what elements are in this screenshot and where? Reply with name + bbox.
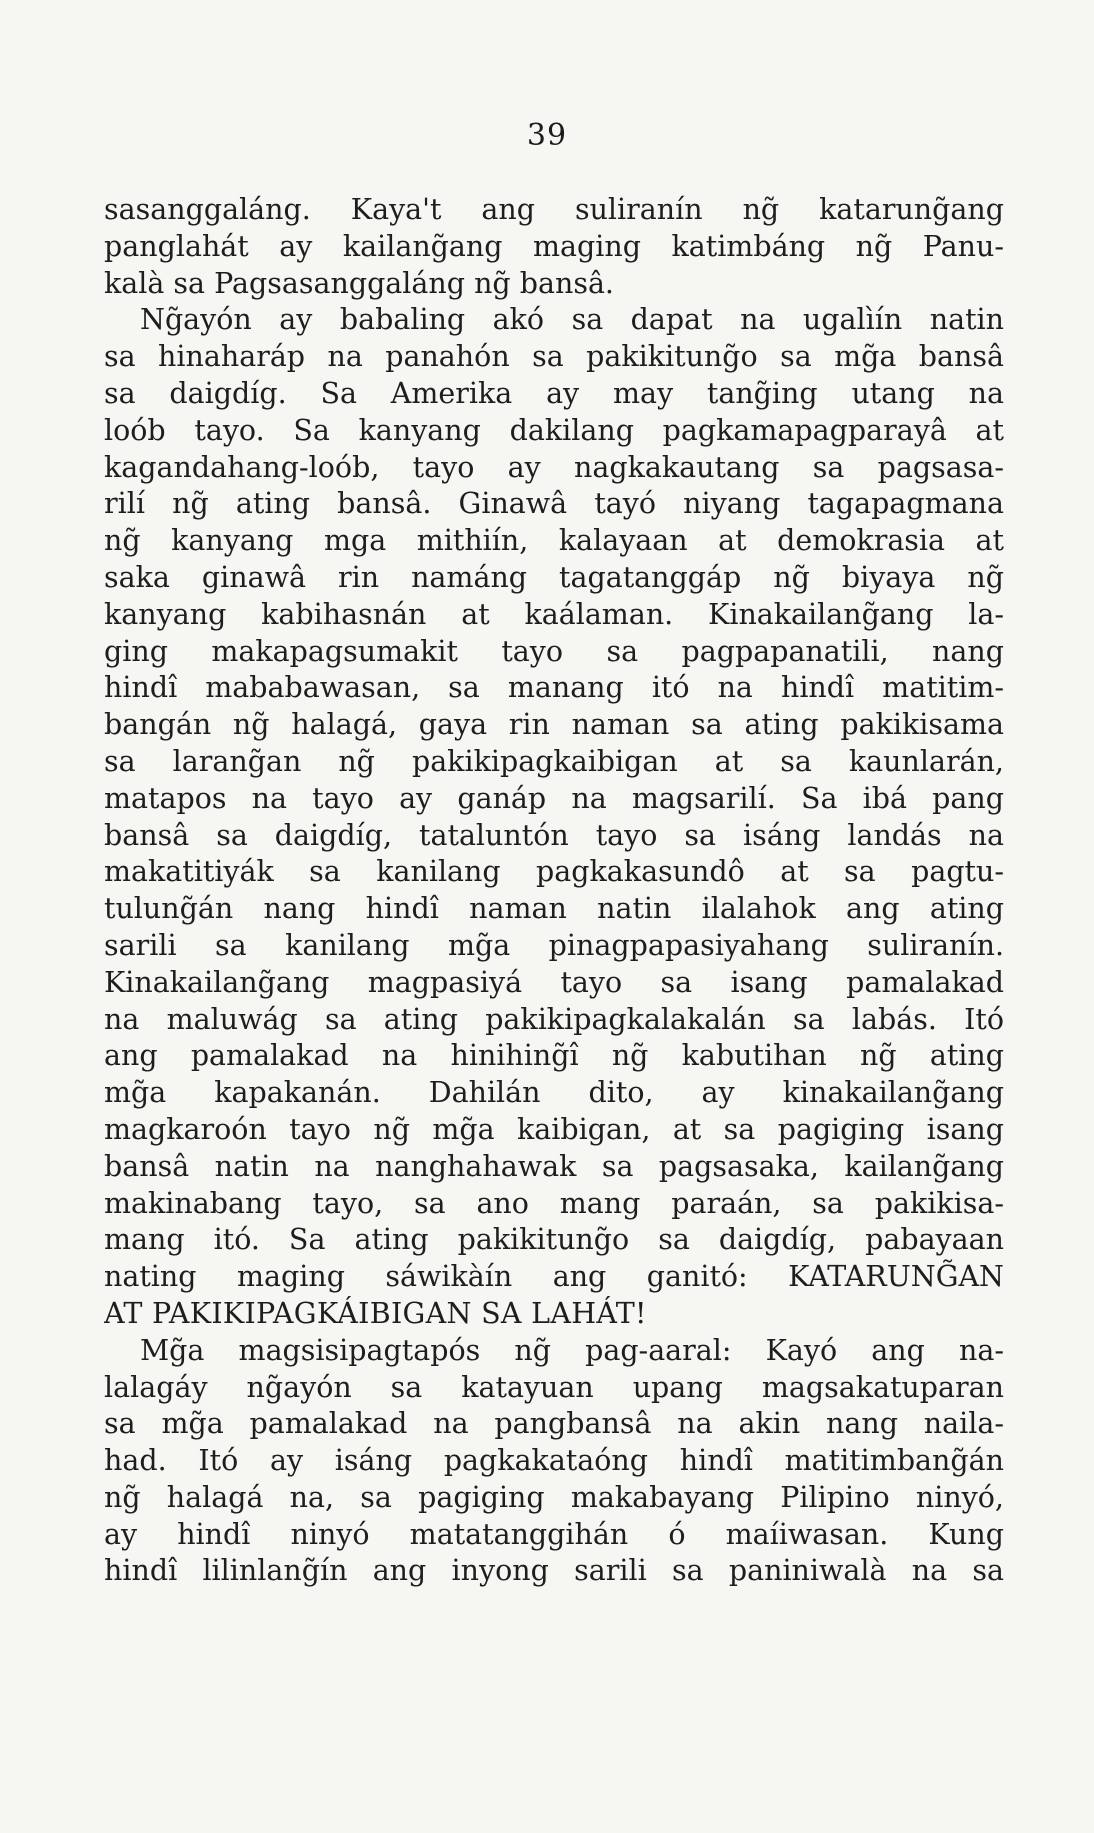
text-line: ang pamalakad na hinihing̃î ng̃ kabutihan ng̃ ating [104, 1039, 1004, 1073]
text-line: lalagáy ng̃ayón sa katayuan upang magsakatuparan [104, 1370, 1004, 1404]
body-text [104, 192, 1004, 1590]
text-line: sa daigdíg. Sa Amerika ay may tang̃ing utang na [104, 376, 1004, 410]
text-line: Ng̃ayón ay babaling akó sa dapat na ugalìín natin [140, 303, 1004, 337]
text-line: ng̃ halagá na, sa pagiging makabayang Pilipino ninyó, [104, 1480, 1004, 1514]
text-line: sa larang̃an ng̃ pakikipagkaibigan at sa kaunlarán, [104, 744, 1004, 778]
page-number: 39 [526, 118, 568, 153]
text-line: Kinakailang̃ang magpasiyá tayo sa isang pamalakad [104, 965, 1004, 999]
text-line: bansâ sa daigdíg, tataluntón tayo sa isáng landás na [104, 818, 1004, 852]
text-line: panglahát ay kailang̃ang maging katimbáng ng̃ Panu- [104, 229, 1004, 263]
text-line: bansâ natin na nanghahawak sa pagsasaka, kailang̃ang [104, 1149, 1004, 1183]
text-line: ng̃ kanyang mga mithiín, kalayaan at demokrasia at [104, 524, 1004, 558]
text-line: kanyang kabihasnán at kaálaman. Kinakailang̃ang la- [104, 597, 1004, 631]
text-line: nating maging sáwikàín ang ganitó: KATARUNG̃AN [104, 1260, 1004, 1294]
text-line: sasanggaláng. Kaya't ang suliranín ng̃ katarung̃ang [104, 193, 1004, 226]
text-line: bangán ng̃ halagá, gaya rin naman sa ating pakikisama [104, 708, 1004, 742]
text-line: makatitiyák sa kanilang pagkakasundô at sa pagtu- [104, 855, 1004, 889]
text-line: mg̃a kapakanán. Dahilán dito, ay kinakailang̃ang [104, 1076, 1004, 1110]
text-line: tulung̃án nang hindî naman natin ilalahok ang ating [104, 892, 1004, 926]
text-line: sa hinaharáp na panahón sa pakikitung̃o sa mg̃a bansâ [104, 340, 1004, 374]
text-line: mang itó. Sa ating pakikitung̃o sa daigdíg, pabayaan [104, 1223, 1004, 1257]
text-line: makinabang tayo, sa ano mang paraán, sa pakikisa- [104, 1186, 1004, 1220]
text-line: hindî mababawasan, sa manang itó na hindî matitim- [104, 671, 1004, 705]
text-line: rilí ng̃ ating bansâ. Ginawâ tayó niyang tagapagmana [104, 487, 1004, 521]
text-line: magkaroón tayo ng̃ mg̃a kaibigan, at sa pagiging isang [104, 1112, 1004, 1146]
text-line: hindî lilinlang̃ín ang inyong sarili sa paniniwalà na sa [104, 1554, 1004, 1588]
text-line: kalà sa Pagsasanggaláng ng̃ bansâ. [104, 266, 614, 300]
text-line: AT PAKIKIPAGKÁIBIGAN SA LAHÁT! [104, 1296, 647, 1330]
text-line: had. Itó ay isáng pagkakataóng hindî matitimbang̃án [104, 1444, 1004, 1478]
text-line: na maluwág sa ating pakikipagkalakalán sa labás. Itó [104, 1002, 1004, 1036]
text-line: sarili sa kanilang mg̃a pinagpapasiyahang suliranín. [104, 928, 1004, 962]
text-line: Mg̃a magsisipagtapós ng̃ pag-aaral: Kayó ang na- [140, 1333, 1004, 1367]
text-line: ging makapagsumakit tayo sa pagpapanatili, nang [104, 634, 1004, 668]
text-line: saka ginawâ rin namáng tagatanggáp ng̃ biyaya ng̃ [104, 560, 1004, 594]
text-line: ay hindî ninyó matatanggihán ó maíiwasan. Kung [104, 1517, 1004, 1551]
text-line: matapos na tayo ay ganáp na magsarilí. Sa ibá pang [104, 781, 1004, 815]
text-line: kagandahang-loób, tayo ay nagkakautang sa pagsasa- [104, 450, 1004, 484]
text-line: sa mg̃a pamalakad na pangbansâ na akin nang naila- [104, 1407, 1004, 1441]
text-line: loób tayo. Sa kanyang dakilang pagkamapagparayâ at [104, 413, 1004, 447]
